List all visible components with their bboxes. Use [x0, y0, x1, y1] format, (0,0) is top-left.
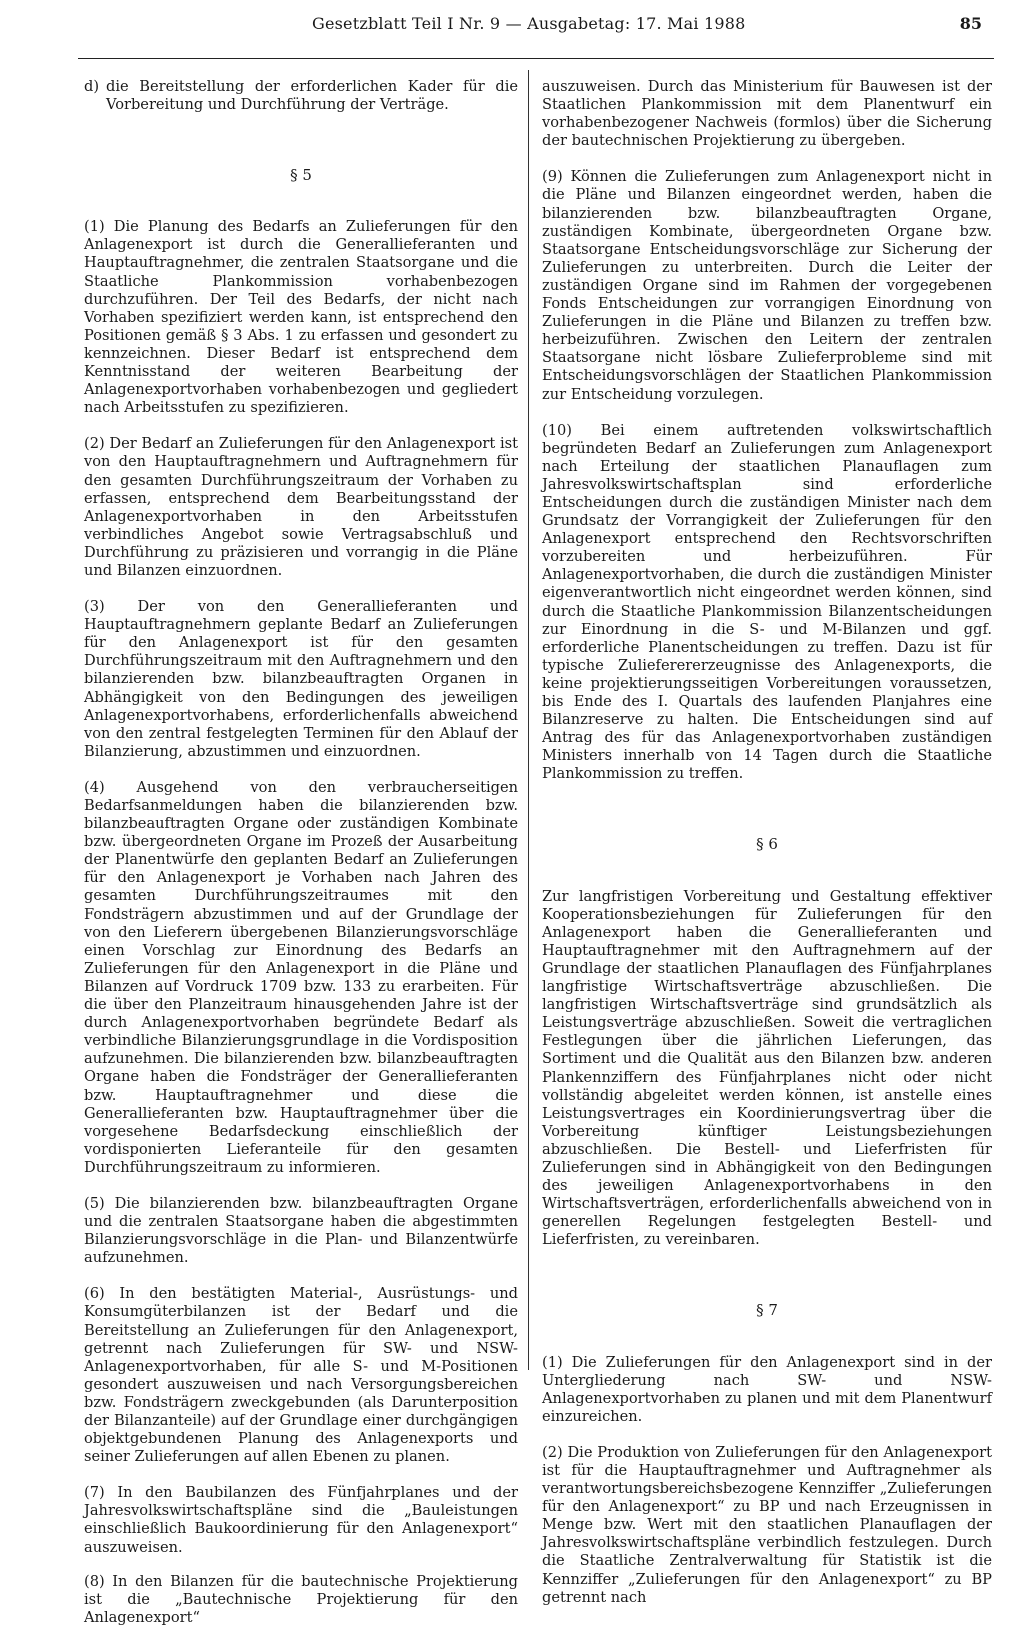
right-column — [542, 78, 992, 1625]
paragraph-6: Zur langfristigen Vorbereitung und Gestaltung effektiver Kooperationsbeziehungen für Zulieferungen für den Anlagenexport haben die Generallieferanten und Hauptauftragnehmer mit den Auftragnehmern auf der Grundlage der staatlichen Planauflagen des Fünfjahrplanes langfristige Wirtschaftsverträge abzuschließen. Die langfristigen Wirtschaftsverträge sind grundsätzlich als Leistungsverträge abzuschließen. Soweit die vertraglichen Festlegungen über die jährlichen Lieferungen, das Sortiment und die Qualität aus den Bilanzen bzw. anderen Plankennziffern des Fünfjahrplanes nicht oder nicht vollständig abgeleitet werden können, ist anstelle eines Leistungsvertrages ein Koordinierungsvertrag über die Vorbereitung künftiger Leistungsbeziehungen abzuschließen. Die Bestell- und Lieferfristen für Zulieferungen sind in Abhängigkeit von den Bedingungen des jeweiligen Anlagenexportvorhabens in den Wirtschaftsverträgen, erforderlichenfalls abweichend von in generellen Regelungen festgelegten Bestell- und Lieferfristen, zu vereinbaren. — [542, 887, 992, 1249]
paragraph-5-10: (10) Bei einem auftretenden volkswirtschaftlich begründeten Bedarf an Zulieferungen zum Anlagenexport nach Erteilung der staatlichen Planauflagen zum Jahresvolkswirtschaftsplan sind erforderliche Entscheidungen durch die zuständigen Minister nach dem Grundsatz der Vorrangigkeit der Zulieferungen für den Anlagenexport entsprechend den Rechtsvorschriften vorzubereiten und herbeizuführen. Für Anlagenexportvorhaben, die durch die zuständigen Minister eigenverantwortlich nicht eingeordnet werden können, sind durch die Staatliche Plankommission Bilanzentscheidungen zur Einordnung in die S- und M-Bilanzen und ggf. erforderliche Planentscheidungen zu treffen. Dazu ist für typische Zulieferererzeugnisse des Anlagenexports, die keine projektierungsseitigen Vorbereitungen voraussetzen, bis Ende des I. Quartals des laufenden Planjahres eine Bilanzreserve zu halten. Die Entscheidungen sind auf Antrag des für das Anlagenexportvorhaben zuständigen Ministers innerhalb von 14 Tagen durch die Staatliche Plankommission zu treffen. — [542, 421, 992, 783]
header-rule — [78, 58, 994, 59]
paragraph-7-2: (2) Die Produktion von Zulieferungen für den Anlagenexport ist für die Hauptauftragnehmer und Auftragnehmer als verantwortungsbereichsbezogene Kennziffer „Zulieferungen für den Anlagenexport“ zu BP und nach Erzeugnissen in Menge bzw. Wert mit den staatlichen Planauflagen der Jahresvolkswirtschaftspläne verbindlich festzulegen. Durch die Staatliche Zentralverwaltung für Statistik ist die Kennziffer „Zulieferungen für den Anlagenexport“ zu BP getrennt nach — [542, 1443, 992, 1606]
paragraph-5-6: (6) In den bestätigten Material-, Ausrüstungs- und Konsumgüterbilanzen ist der Bedarf und die Bereitstellung an Zulieferungen für den Anlagenexport, getrennt nach Zulieferungen für SW- und NSW-Anlagenexportvorhaben, für alle S- und M-Positionen gesondert auszuweisen und nach Versorgungsbereichen bzw. Fondsträgern zweckgebunden (als Darunterposition der Bilanzanteile) auf der Grundlage einer durchgängigen objektgebundenen Planung des Anlagenexports und seiner Zulieferungen auf allen Ebenen zu planen. — [84, 1285, 518, 1466]
paragraph-5-4: (4) Ausgehend von den verbraucherseitigen Bedarfsanmeldungen haben die bilanzierenden bzw. bilanzbeauftragten Organe oder zuständigen Kombinate bzw. übergeordneten Organe im Prozeß der Ausarbeitung der Planentwürfe den geplanten Bedarf an Zulieferungen für den Anlagenexport je Vorhaben nach Jahren des gesamten Durchführungszeitraumes mit den Fondsträgern abzustimmen und auf der Grundlage der von den Lieferern übergebenen Bilanzierungsvorschläge einen Vorschlag zur Einordnung des Bedarfs an Zulieferungen für den Anlagenexport in die Pläne und Bilanzen auf Vordruck 1709 bzw. 133 zu erarbeiten. Für die über den Planzeitraum hinausgehenden Jahre ist der durch Anlagenexportvorhaben begründete Bedarf als verbindliche Bilanzierungsgrundlage in die Vordisposition aufzunehmen. Die bilanzierenden bzw. bilanzbeauftragten Organe haben die Fondsträger der Generallieferanten bzw. Hauptauftragnehmer und diese die Generallieferanten bzw. Hauptauftragnehmer über die vorgesehene Bedarfsdeckung einschließlich der vordisponierten Lieferanteile für den gesamten Durchführungszeitraum zu informieren. — [84, 778, 518, 1176]
paragraph-5-9: (9) Können die Zulieferungen zum Anlagenexport nicht in die Pläne und Bilanzen eingeordnet werden, haben die bilanzierenden bzw. bilanzbeauftragten Organe, zuständigen Kombinate, übergeordneten Organe bzw. Staatsorgane Entscheidungsvorschläge zur Sicherung der Zulieferungen zu unterbreiten. Durch die Leiter der zuständigen Organe sind im Rahmen der vorgegebenen Fonds Entscheidungen zur vorrangigen Einordnung von Zulieferungen in die Pläne und Bilanzen zu treffen bzw. herbeizuführen. Zwischen den Leitern der zentralen Staatsorgane nicht lösbare Zulieferprobleme sind mit Entscheidungsvorschlägen der Staatlichen Plankommission zur Entscheidung vorzulegen. — [542, 168, 992, 403]
page-number: 85 — [959, 14, 982, 33]
paragraph-5-5: (5) Die bilanzierenden bzw. bilanzbeauftragten Organe und die zentralen Staatsorgane haben die abgestimmten Bilanzierungsvorschläge in die Plan- und Bilanzentwürfe aufzunehmen. — [84, 1194, 518, 1267]
page-header — [0, 0, 1024, 66]
left-column — [84, 78, 518, 1643]
header-title: Gesetzblatt Teil I Nr. 9 — Ausgabetag: 17. Mai 1988 — [312, 14, 746, 33]
paragraph-5-8-continued: auszuweisen. Durch das Ministerium für Bauwesen ist der Staatlichen Plankommission mit dem Planentwurf ein vorhabenbezogener Nachweis (formlos) über die Sicherung der bautechnischen Projektierung zu übergeben. — [542, 78, 992, 150]
section-5-heading: § 5 — [290, 166, 312, 185]
enumerated-item-d — [84, 78, 518, 114]
paragraph-5-7: (7) In den Baubilanzen des Fünfjahrplanes und der Jahresvolkswirtschaftspläne sind die „Bauleistungen einschließlich Baukoordinierung für den Anlagenexport“ auszuweisen. — [84, 1484, 518, 1556]
paragraph-5-3: (3) Der von den Generallieferanten und Hauptauftragnehmern geplante Bedarf an Zulieferungen für den Anlagenexport ist für den gesamten Durchführungszeitraum mit den Auftragnehmern und den bilanzierenden bzw. bilanzbeauftragten Organen in Abhängigkeit von den Bedingungen des jeweiligen Anlagenexportvorhabens, erforderlichenfalls abweichend von den zentral festgelegten Terminen für den Ablauf der Bilanzierung, abzustimmen und einzuordnen. — [84, 598, 518, 760]
section-7-heading: § 7 — [756, 1301, 778, 1320]
item-text: die Bereitstellung der erforderlichen Kader für die Vorbereitung und Durchführung der Verträge. — [106, 78, 518, 114]
section-6-heading: § 6 — [756, 835, 778, 854]
column-divider — [528, 70, 529, 1370]
paragraph-5-2: (2) Der Bedarf an Zulieferungen für den Anlagenexport ist von den Hauptauftragnehmern und Auftragnehmern für den gesamten Durchführungszeitraum der Vorhaben zu erfassen, entsprechend dem Bearbeitungsstand der Anlagenexportvorhaben in den Arbeitsstufen verbindliches Angebot sowie Vertragsabschluß und Durchführung zu präzisieren und vorrangig in die Pläne und Bilanzen einzuordnen. — [84, 435, 518, 579]
paragraph-5-8: (8) In den Bilanzen für die bautechnische Projektierung ist die „Bautechnische Projektierung für den Anlagenexport“ — [84, 1572, 518, 1626]
paragraph-5-1: (1) Die Planung des Bedarfs an Zulieferungen für den Anlagenexport ist durch die Generallieferanten und Hauptauftragnehmer, die zentralen Staatsorgane und die Staatliche Plankommission vorhabenbezogen durchzuführen. Der Teil des Bedarfs, der nicht nach Vorhaben spezifiziert werden kann, ist entsprechend den Positionen gemäß § 3 Abs. 1 zu erfassen und gesondert zu kennzeichnen. Dieser Bedarf ist entsprechend dem Kenntnisstand der weiteren Bearbeitung der Anlagenexportvorhaben vorhabenbezogen und gegliedert nach Arbeitsstufen zu spezifizieren. — [84, 218, 518, 417]
item-marker: d) — [84, 78, 100, 95]
paragraph-7-1: (1) Die Zulieferungen für den Anlagenexport sind in der Untergliederung nach SW- und NSW-Anlagenexportvorhaben zu planen und mit dem Planentwurf einzureichen. — [542, 1353, 992, 1425]
